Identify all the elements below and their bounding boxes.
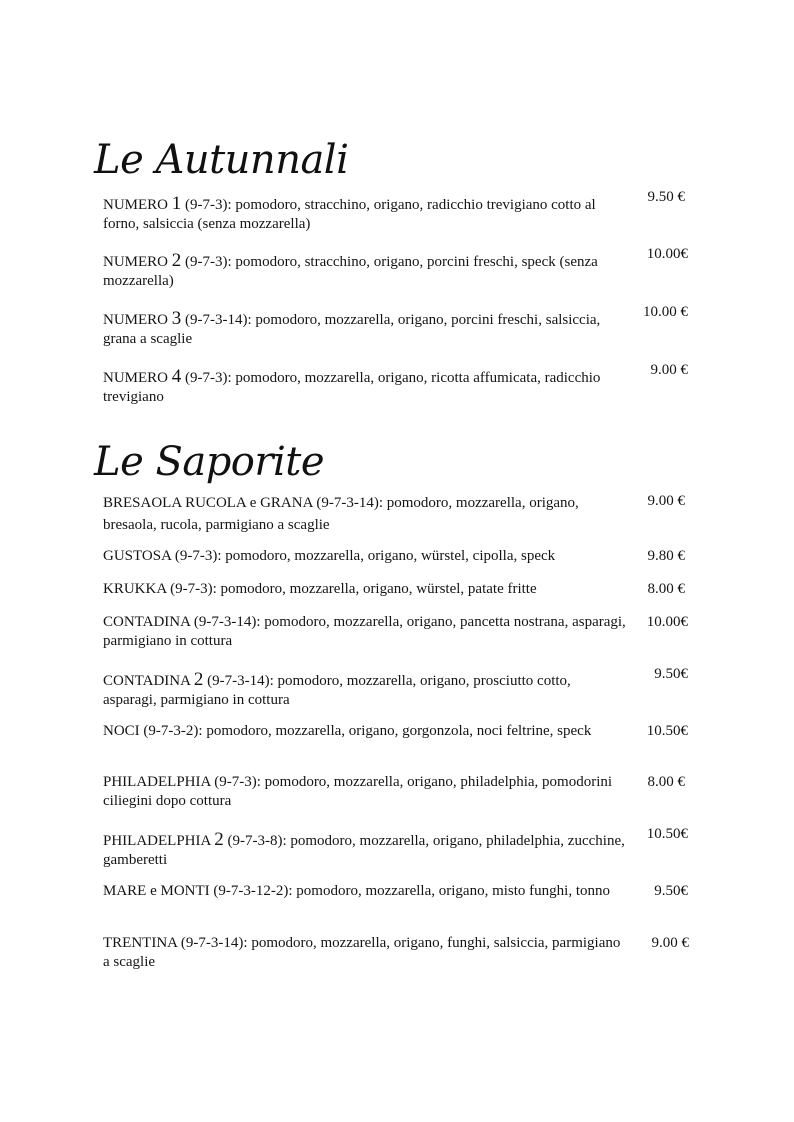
item-description bbox=[103, 882, 628, 901]
menu-item-philadelphia-2 bbox=[103, 826, 693, 870]
item-price: 9.80 € bbox=[647, 548, 685, 564]
item-price: 10.00€ bbox=[646, 246, 688, 262]
item-ingredients: (9-7-3-8): pomodoro, mozzarella, origano, philadelphia, zucchine, gamberetti bbox=[103, 833, 625, 868]
menu-item-gustosa bbox=[103, 547, 693, 566]
item-number: 2 bbox=[171, 250, 182, 271]
item-description bbox=[103, 934, 628, 972]
item-number: 3 bbox=[171, 308, 182, 329]
item-ingredients: (9-7-3): pomodoro, stracchino, origano, radicchio trevigiano cotto al forno, salsiccia (senza mozzarella) bbox=[103, 197, 596, 232]
item-number: 2 bbox=[193, 669, 204, 690]
item-ingredients: (9-7-3): pomodoro, mozzarella, origano, ricotta affumicata, radicchio trevigiano bbox=[103, 370, 601, 405]
item-description bbox=[103, 309, 628, 349]
item-ingredients: (9-7-3): pomodoro, mozzarella, origano, philadelphia, pomodorini ciliegini dopo cottura bbox=[103, 774, 613, 809]
item-number: 4 bbox=[171, 366, 182, 387]
item-description bbox=[103, 547, 643, 566]
menu-item-numero-2 bbox=[103, 246, 693, 291]
item-ingredients: (9-7-3): pomodoro, mozzarella, origano, würstel, patate fritte bbox=[166, 581, 537, 597]
item-ingredients: (9-7-3): pomodoro, mozzarella, origano, würstel, cipolla, speck bbox=[171, 548, 556, 564]
item-description bbox=[103, 773, 628, 811]
item-description bbox=[103, 670, 628, 710]
item-description bbox=[103, 613, 628, 651]
item-description bbox=[103, 830, 628, 870]
item-price: 10.50€ bbox=[646, 826, 688, 842]
item-name: BRESAOLA RUCOLA e GRANA bbox=[103, 495, 313, 511]
menu-item-numero-3 bbox=[103, 304, 693, 349]
item-name: NUMERO bbox=[103, 312, 172, 328]
item-name: MARE e MONTI bbox=[103, 883, 210, 899]
item-ingredients: (9-7-3): pomodoro, stracchino, origano, porcini freschi, speck (senza mozzarella) bbox=[103, 254, 598, 289]
item-number: 1 bbox=[171, 193, 182, 214]
menu-item-mare-e-monti bbox=[103, 882, 693, 901]
menu-item-contadina bbox=[103, 613, 693, 651]
item-ingredients: (9-7-3-14): pomodoro, mozzarella, origano, prosciutto cotto, asparagi, parmigiano in cottura bbox=[103, 673, 571, 708]
item-number: 2 bbox=[214, 829, 224, 850]
item-name: GUSTOSA bbox=[103, 548, 172, 564]
item-name: NUMERO bbox=[103, 254, 172, 270]
item-name: PHILADELPHIA bbox=[103, 774, 211, 790]
menu-item-trentina bbox=[103, 934, 693, 972]
item-name: TRENTINA bbox=[103, 935, 178, 951]
item-description bbox=[103, 194, 628, 234]
item-description bbox=[103, 367, 628, 407]
item-ingredients: (9-7-3-2): pomodoro, mozzarella, origano, gorgonzola, noci feltrine, speck bbox=[139, 723, 592, 739]
item-price: 9.50€ bbox=[654, 666, 688, 682]
item-description bbox=[103, 251, 628, 291]
menu-item-numero-4 bbox=[103, 362, 693, 407]
section-title-saporite: Le Saporite bbox=[94, 439, 325, 485]
item-price: 9.50 € bbox=[647, 189, 685, 205]
item-price: 10.50€ bbox=[646, 723, 688, 739]
menu-item-bresaola bbox=[103, 492, 693, 536]
item-name: NOCI bbox=[103, 723, 140, 739]
item-ingredients: (9-7-3-14): pomodoro, mozzarella, origano, bresaola, rucola, parmigiano a scaglie bbox=[103, 495, 579, 533]
item-description bbox=[103, 580, 628, 599]
menu-item-philadelphia bbox=[103, 773, 693, 811]
item-price: 8.00 € bbox=[647, 774, 685, 790]
menu-item-contadina-2 bbox=[103, 666, 693, 710]
item-price: 9.00 € bbox=[651, 935, 689, 951]
item-name: CONTADINA bbox=[103, 673, 194, 689]
item-price: 10.00 € bbox=[643, 304, 688, 320]
item-ingredients: (9-7-3-14): pomodoro, mozzarella, origano, pancetta nostrana, asparagi, parmigiano in cottura bbox=[103, 614, 626, 649]
item-price: 9.00 € bbox=[650, 362, 688, 378]
item-description bbox=[103, 492, 628, 536]
item-price: 9.00 € bbox=[647, 493, 685, 509]
menu-item-numero-1 bbox=[103, 189, 693, 234]
item-ingredients: (9-7-3-14): pomodoro, mozzarella, origano, funghi, salsiccia, parmigiano a scaglie bbox=[103, 935, 621, 970]
item-ingredients: (9-7-3-14): pomodoro, mozzarella, origano, porcini freschi, salsiccia, grana a scaglie bbox=[103, 312, 601, 347]
item-name: CONTADINA bbox=[103, 614, 191, 630]
item-description bbox=[103, 722, 628, 741]
section-title-autunnali: Le Autunnali bbox=[94, 137, 349, 183]
item-name: PHILADELPHIA bbox=[103, 833, 215, 849]
item-price: 9.50€ bbox=[654, 883, 688, 899]
item-price: 10.00€ bbox=[646, 614, 688, 630]
menu-item-noci bbox=[103, 722, 693, 741]
item-ingredients: (9-7-3-12-2): pomodoro, mozzarella, origano, misto funghi, tonno bbox=[209, 883, 610, 899]
menu-item-krukka bbox=[103, 580, 693, 599]
item-price: 8.00 € bbox=[647, 581, 685, 597]
item-name: KRUKKA bbox=[103, 581, 167, 597]
item-name: NUMERO bbox=[103, 197, 172, 213]
item-name: NUMERO bbox=[103, 370, 172, 386]
